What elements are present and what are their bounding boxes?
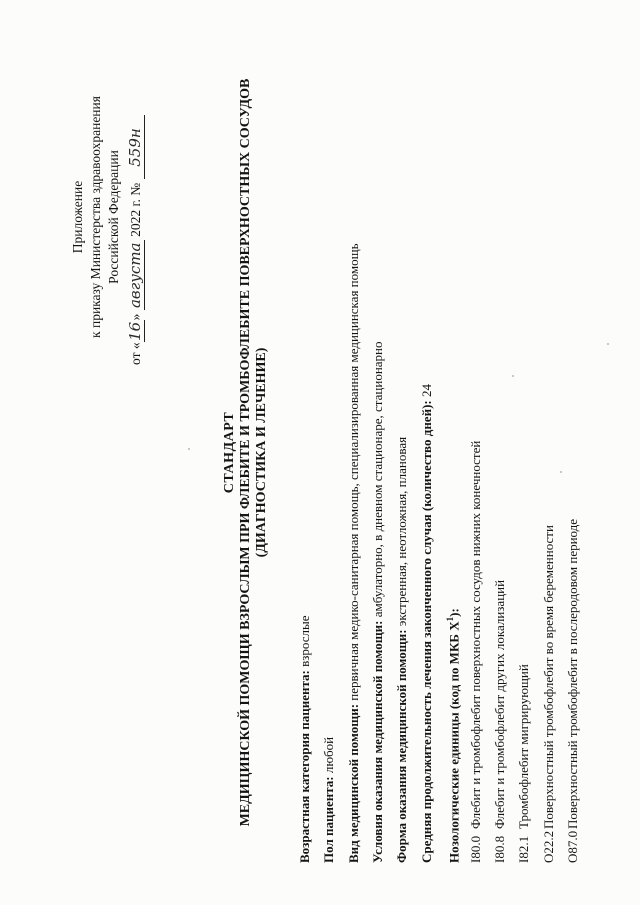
appendix-ministry-line: Российской Федерации [106, 150, 121, 284]
icd-row [492, 580, 507, 863]
date-year-number: 2022 г. № [128, 182, 143, 237]
footnote-marker: 1 [445, 616, 455, 622]
icd-description: Флебит и тромбофлебит других локализаций [492, 579, 507, 829]
handwritten-month: августа [126, 240, 145, 310]
icd-description: Флебит и тромбофлебит поверхностных сосудов нижних конечностей [468, 440, 483, 829]
field-label: Возрастная категория пациента: [297, 670, 312, 863]
field-care-conditions [370, 341, 385, 863]
nosology-label: Нозологические единицы (код по МКБ X [446, 621, 462, 863]
field-label: Средняя продолжительность лечения законченного случая (количество дней): [419, 400, 434, 863]
nosology-heading [443, 608, 461, 863]
field-value: экстренная, неотложная, плановая [394, 436, 409, 630]
standard-title: МЕДИЦИНСКОЙ ПОМОЩИ ВЗРОСЛЫМ ПРИ ФЛЕБИТЕ И ТРОМБОФЛЕБИТЕ ПОВЕРХНОСТНЫХ СОСУДОВ [238, 78, 253, 827]
field-label: Условия оказания медицинской помощи: [370, 620, 385, 863]
field-label: Пол пациента: [321, 776, 336, 863]
icd-row [541, 525, 556, 863]
field-value: первичная медико-санитарная помощь, специализированная медицинская помощь [346, 243, 361, 704]
icd-row [468, 441, 483, 863]
standard-heading: СТАНДАРТ [222, 411, 237, 494]
scan-speck [512, 375, 514, 377]
icd-code: O87.0 [565, 830, 580, 863]
field-treatment-duration [419, 384, 434, 863]
standard-subtitle: (ДИАГНОСТИКА И ЛЕЧЕНИЕ) [254, 347, 269, 558]
field-value: взрослые [297, 615, 312, 671]
appendix-order-line: к приказу Министерства здравоохранения [88, 96, 103, 338]
icd-code: I82.1 [516, 835, 531, 863]
icd-description: Тромбофлебит мигрирующий [516, 664, 531, 829]
scan-speck [607, 343, 609, 345]
icd-row [516, 664, 531, 863]
nosology-suffix: ): [446, 608, 462, 617]
icd-description: Поверхностный тромбофлебит во время беременности [541, 525, 556, 829]
icd-code: I80.0 [468, 835, 483, 863]
date-quote: » [128, 313, 143, 321]
icd-description: Поверхностный тромбофлебит в послеродовом периоде [565, 518, 580, 829]
field-age-category [297, 616, 312, 863]
field-value: любой [321, 736, 336, 777]
handwritten-day: 16 [126, 321, 144, 341]
field-value: амбулаторно, в дневном стационаре, стационарно [370, 341, 385, 621]
handwritten-order-number: 559н [126, 115, 145, 179]
appendix-date-line [126, 115, 145, 365]
icd-code: I80.8 [492, 835, 507, 863]
date-prefix: от « [128, 342, 143, 365]
field-value: 24 [419, 384, 434, 401]
appendix-title: Приложение [70, 180, 85, 254]
scan-speck [188, 448, 190, 450]
field-care-type [346, 243, 361, 863]
field-care-form [394, 437, 409, 863]
field-label: Вид медицинской помощи: [346, 703, 361, 863]
scan-speck [560, 471, 562, 473]
field-label: Форма оказания медицинской помощи: [394, 629, 409, 863]
field-patient-sex [321, 737, 336, 863]
icd-code: O22.2 [541, 830, 556, 863]
icd-row [565, 519, 580, 863]
